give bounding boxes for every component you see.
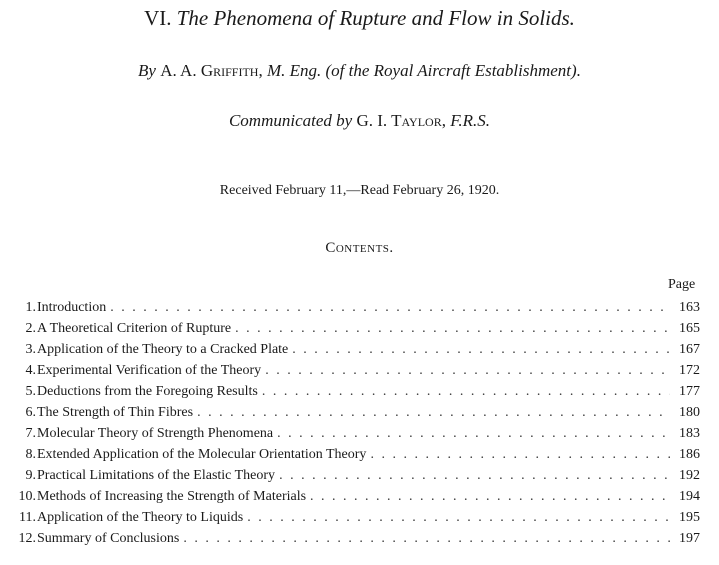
toc-leader-dots <box>197 402 670 423</box>
toc-entry-number: 10. <box>18 489 36 504</box>
toc-entry <box>12 423 700 444</box>
toc-entry-page: 197 <box>679 531 700 546</box>
toc-entry-page: 192 <box>679 468 700 483</box>
author-affiliation: (of the Royal Aircraft Establishment). <box>325 61 581 80</box>
toc-entry-page: 163 <box>679 300 700 315</box>
toc-leader-dots <box>277 423 670 444</box>
toc-entry-number: 9. <box>25 468 36 483</box>
section-number: VI. <box>144 6 172 30</box>
table-of-contents <box>12 297 700 549</box>
author-prefix: By <box>138 61 156 80</box>
toc-entry-number: 8. <box>25 447 36 462</box>
toc-entry <box>12 486 700 507</box>
toc-entry-page: 177 <box>679 384 700 399</box>
toc-entry-page: 165 <box>679 321 700 336</box>
toc-entry-title: Extended Application of the Molecular Orientation Theory <box>37 447 367 462</box>
toc-entry-number: 12. <box>18 531 36 546</box>
toc-entry-title: Application of the Theory to a Cracked Plate <box>37 342 289 357</box>
toc-leader-dots <box>183 528 670 549</box>
toc-entry-title: Introduction <box>37 300 107 315</box>
toc-entry-number: 2. <box>25 321 36 336</box>
author-name: A. A. Griffith, <box>160 61 263 80</box>
paper-title <box>0 6 719 31</box>
toc-entry-page: 167 <box>679 342 700 357</box>
received-date: Received February 11,—Read February 26, 1920. <box>219 183 500 198</box>
toc-leader-dots <box>247 507 670 528</box>
toc-entry-title: Practical Limitations of the Elastic Theory <box>37 468 276 483</box>
toc-entry-number: 7. <box>25 426 36 441</box>
title-text: The Phenomena of Rupture and Flow in Solids. <box>176 6 575 30</box>
toc-entry <box>12 402 700 423</box>
toc-entry-title: Methods of Increasing the Strength of Materials <box>37 489 307 504</box>
communicated-name: G. I. Taylor, <box>356 111 446 130</box>
communicated-suffix: F.R.S. <box>450 111 491 130</box>
toc-entry-number: 1. <box>25 300 36 315</box>
toc-entry <box>12 297 700 318</box>
toc-entry-number: 3. <box>25 342 36 357</box>
toc-leader-dots <box>310 486 670 507</box>
toc-leader-dots <box>265 360 670 381</box>
author-degree: M. Eng. <box>266 61 322 80</box>
toc-leader-dots <box>292 339 670 360</box>
communicated-line <box>0 111 719 131</box>
toc-leader-dots <box>235 318 670 339</box>
author-line <box>0 61 719 81</box>
toc-entry-title: Molecular Theory of Strength Phenomena <box>37 426 274 441</box>
toc-leader-dots <box>370 444 670 465</box>
toc-entry-number: 4. <box>25 363 36 378</box>
toc-leader-dots <box>279 465 670 486</box>
toc-entry <box>12 381 700 402</box>
toc-entry <box>12 318 700 339</box>
toc-entry-number: 11. <box>19 510 36 525</box>
toc-entry-number: 5. <box>25 384 36 399</box>
toc-entry-title: The Strength of Thin Fibres <box>37 405 194 420</box>
toc-entry-page: 186 <box>679 447 700 462</box>
toc-entry-title: A Theoretical Criterion of Rupture <box>37 321 232 336</box>
toc-entry-page: 180 <box>679 405 700 420</box>
contents-heading: Contents. <box>325 240 394 256</box>
toc-entry-title: Deductions from the Foregoing Results <box>37 384 258 399</box>
toc-entry <box>12 444 700 465</box>
toc-entry-title: Application of the Theory to Liquids <box>37 510 244 525</box>
toc-entry-page: 183 <box>679 426 700 441</box>
toc-entry-page: 194 <box>679 489 700 504</box>
toc-leader-dots <box>110 297 670 318</box>
toc-entry <box>12 528 700 549</box>
toc-entry <box>12 465 700 486</box>
toc-entry-page: 172 <box>679 363 700 378</box>
toc-entry <box>12 339 700 360</box>
toc-entry <box>12 360 700 381</box>
toc-entry-page: 195 <box>679 510 700 525</box>
toc-entry <box>12 507 700 528</box>
page-column-label: Page <box>668 277 696 292</box>
toc-leader-dots <box>262 381 670 402</box>
toc-entry-title: Experimental Verification of the Theory <box>37 363 262 378</box>
toc-entry-title: Summary of Conclusions <box>37 531 180 546</box>
communicated-prefix: Communicated by <box>228 111 353 130</box>
toc-entry-number: 6. <box>25 405 36 420</box>
